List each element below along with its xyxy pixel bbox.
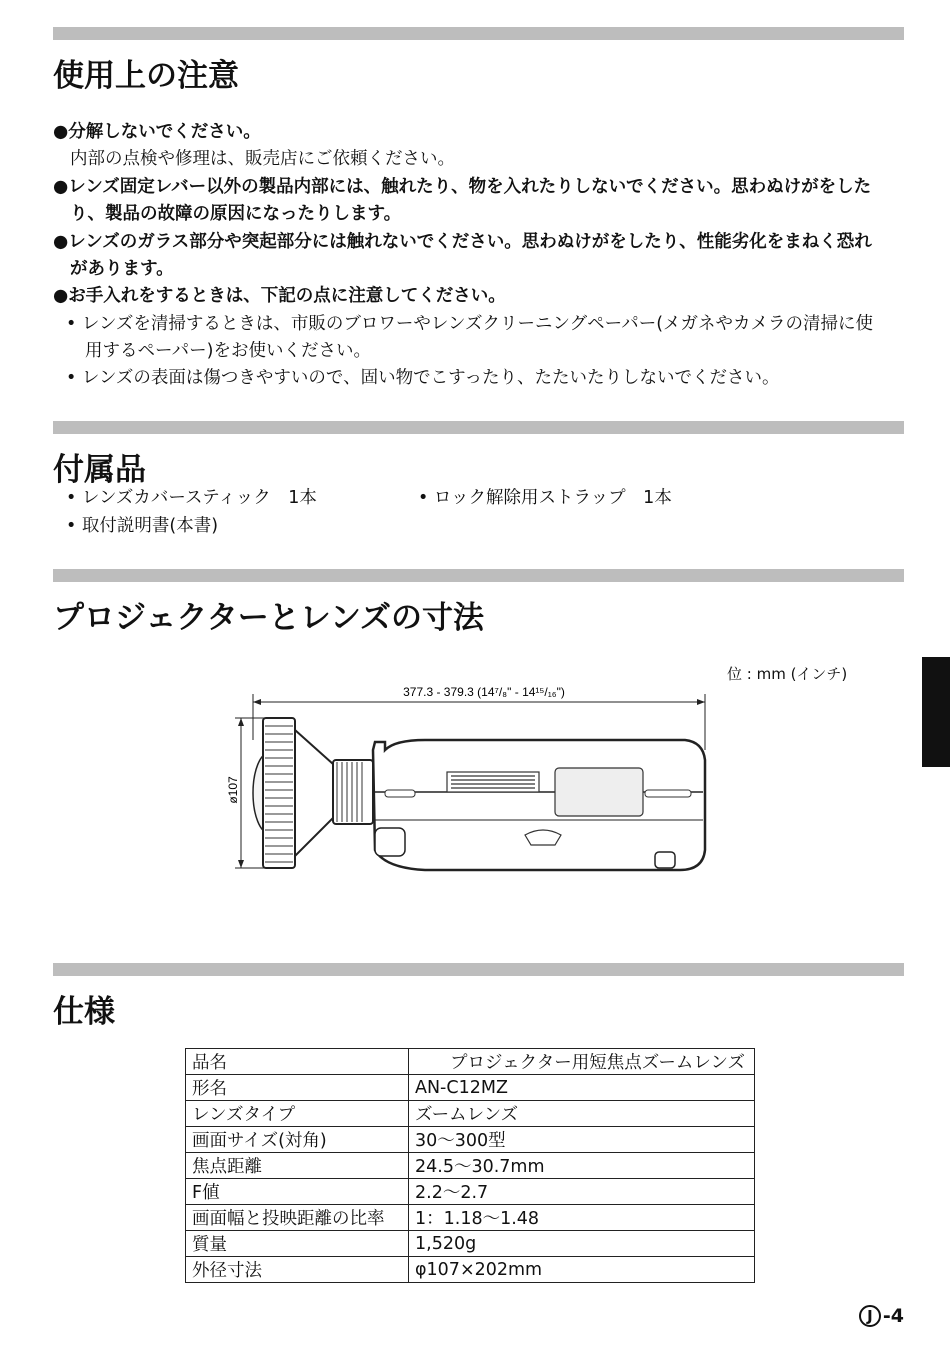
- spec-key: 画面幅と投映距離の比率: [186, 1205, 409, 1231]
- accessory-item: • レンズカバースティック 1本: [66, 488, 317, 508]
- table-row: [186, 1049, 755, 1075]
- table-row: [186, 1257, 755, 1283]
- accessory-item: • 取付説明書(本書): [66, 516, 219, 536]
- precaution-line: があります。: [70, 259, 174, 279]
- diameter-dimension-label: ø107: [226, 776, 240, 804]
- table-row: [186, 1101, 755, 1127]
- spec-value: 1：1.18〜1.48: [409, 1205, 755, 1231]
- spec-key: 外径寸法: [186, 1257, 409, 1283]
- spec-key: レンズタイプ: [186, 1101, 409, 1127]
- spec-key: 質量: [186, 1231, 409, 1257]
- section-divider: [53, 421, 904, 434]
- spec-key: 画面サイズ(対角): [186, 1127, 409, 1153]
- precaution-line: 用するペーパー)をお使いください。: [85, 341, 371, 361]
- spec-value: 1,520g: [409, 1231, 755, 1257]
- spec-value: φ107×202mm: [409, 1257, 755, 1283]
- page-number-text: -4: [882, 1305, 904, 1327]
- precaution-line: ●レンズ固定レバー以外の製品内部には、触れたり、物を入れたりしないでください。思わぬけがをした: [53, 177, 872, 197]
- spec-key: F値: [186, 1179, 409, 1205]
- table-row: [186, 1127, 755, 1153]
- section-title-precautions: 使用上の注意: [53, 58, 239, 94]
- table-row: [186, 1075, 755, 1101]
- section-title-accessories: 付属品: [53, 452, 146, 488]
- unit-label: 位 : mm (インチ): [727, 665, 848, 683]
- spec-key: 焦点距離: [186, 1153, 409, 1179]
- spec-value: AN-C12MZ: [409, 1075, 755, 1101]
- table-row: [186, 1231, 755, 1257]
- page-number: [859, 1305, 904, 1327]
- spec-value: 2.2〜2.7: [409, 1179, 755, 1205]
- length-dimension-label: 377.3 - 379.3 (14⁷/₈" - 14¹⁵/₁₆"): [403, 685, 565, 699]
- page-letter-circle: J: [859, 1305, 881, 1327]
- precaution-line: ●レンズのガラス部分や突起部分には触れないでください。思わぬけがをしたり、性能劣化をまねく恐れ: [53, 232, 872, 252]
- table-row: [186, 1179, 755, 1205]
- accessory-item: • ロック解除用ストラップ 1本: [418, 488, 672, 508]
- precaution-line: り、製品の故障の原因になったりします。: [70, 204, 402, 224]
- section-divider: [53, 569, 904, 582]
- projector-lens-diagram: [225, 680, 725, 880]
- section-title-dimensions: プロジェクターとレンズの寸法: [53, 600, 485, 636]
- precaution-line: ●お手入れをするときは、下記の点に注意してください。: [53, 286, 506, 306]
- spec-value: プロジェクター用短焦点ズームレンズ: [409, 1049, 755, 1075]
- section-title-specs: 仕様: [53, 994, 115, 1030]
- section-divider: [53, 27, 904, 40]
- spec-value: 24.5〜30.7mm: [409, 1153, 755, 1179]
- table-row: [186, 1153, 755, 1179]
- spec-value: ズームレンズ: [409, 1101, 755, 1127]
- chapter-tab: [922, 657, 950, 767]
- spec-key: 形名: [186, 1075, 409, 1101]
- precaution-line: ●分解しないでください。: [53, 122, 261, 142]
- table-row: [186, 1205, 755, 1231]
- section-divider: [53, 963, 904, 976]
- spec-value: 30〜300型: [409, 1127, 755, 1153]
- precaution-line: • レンズを清掃するときは、市販のブロワーやレンズクリーニングペーパー(メガネやカメラの清掃に使: [66, 314, 874, 334]
- precaution-line: 内部の点検や修理は、販売店にご依頼ください。: [70, 149, 455, 169]
- precaution-line: • レンズの表面は傷つきやすいので、固い物でこすったり、たたいたりしないでください。: [66, 368, 780, 388]
- spec-key: 品名: [186, 1049, 409, 1075]
- spec-table: [185, 1048, 755, 1283]
